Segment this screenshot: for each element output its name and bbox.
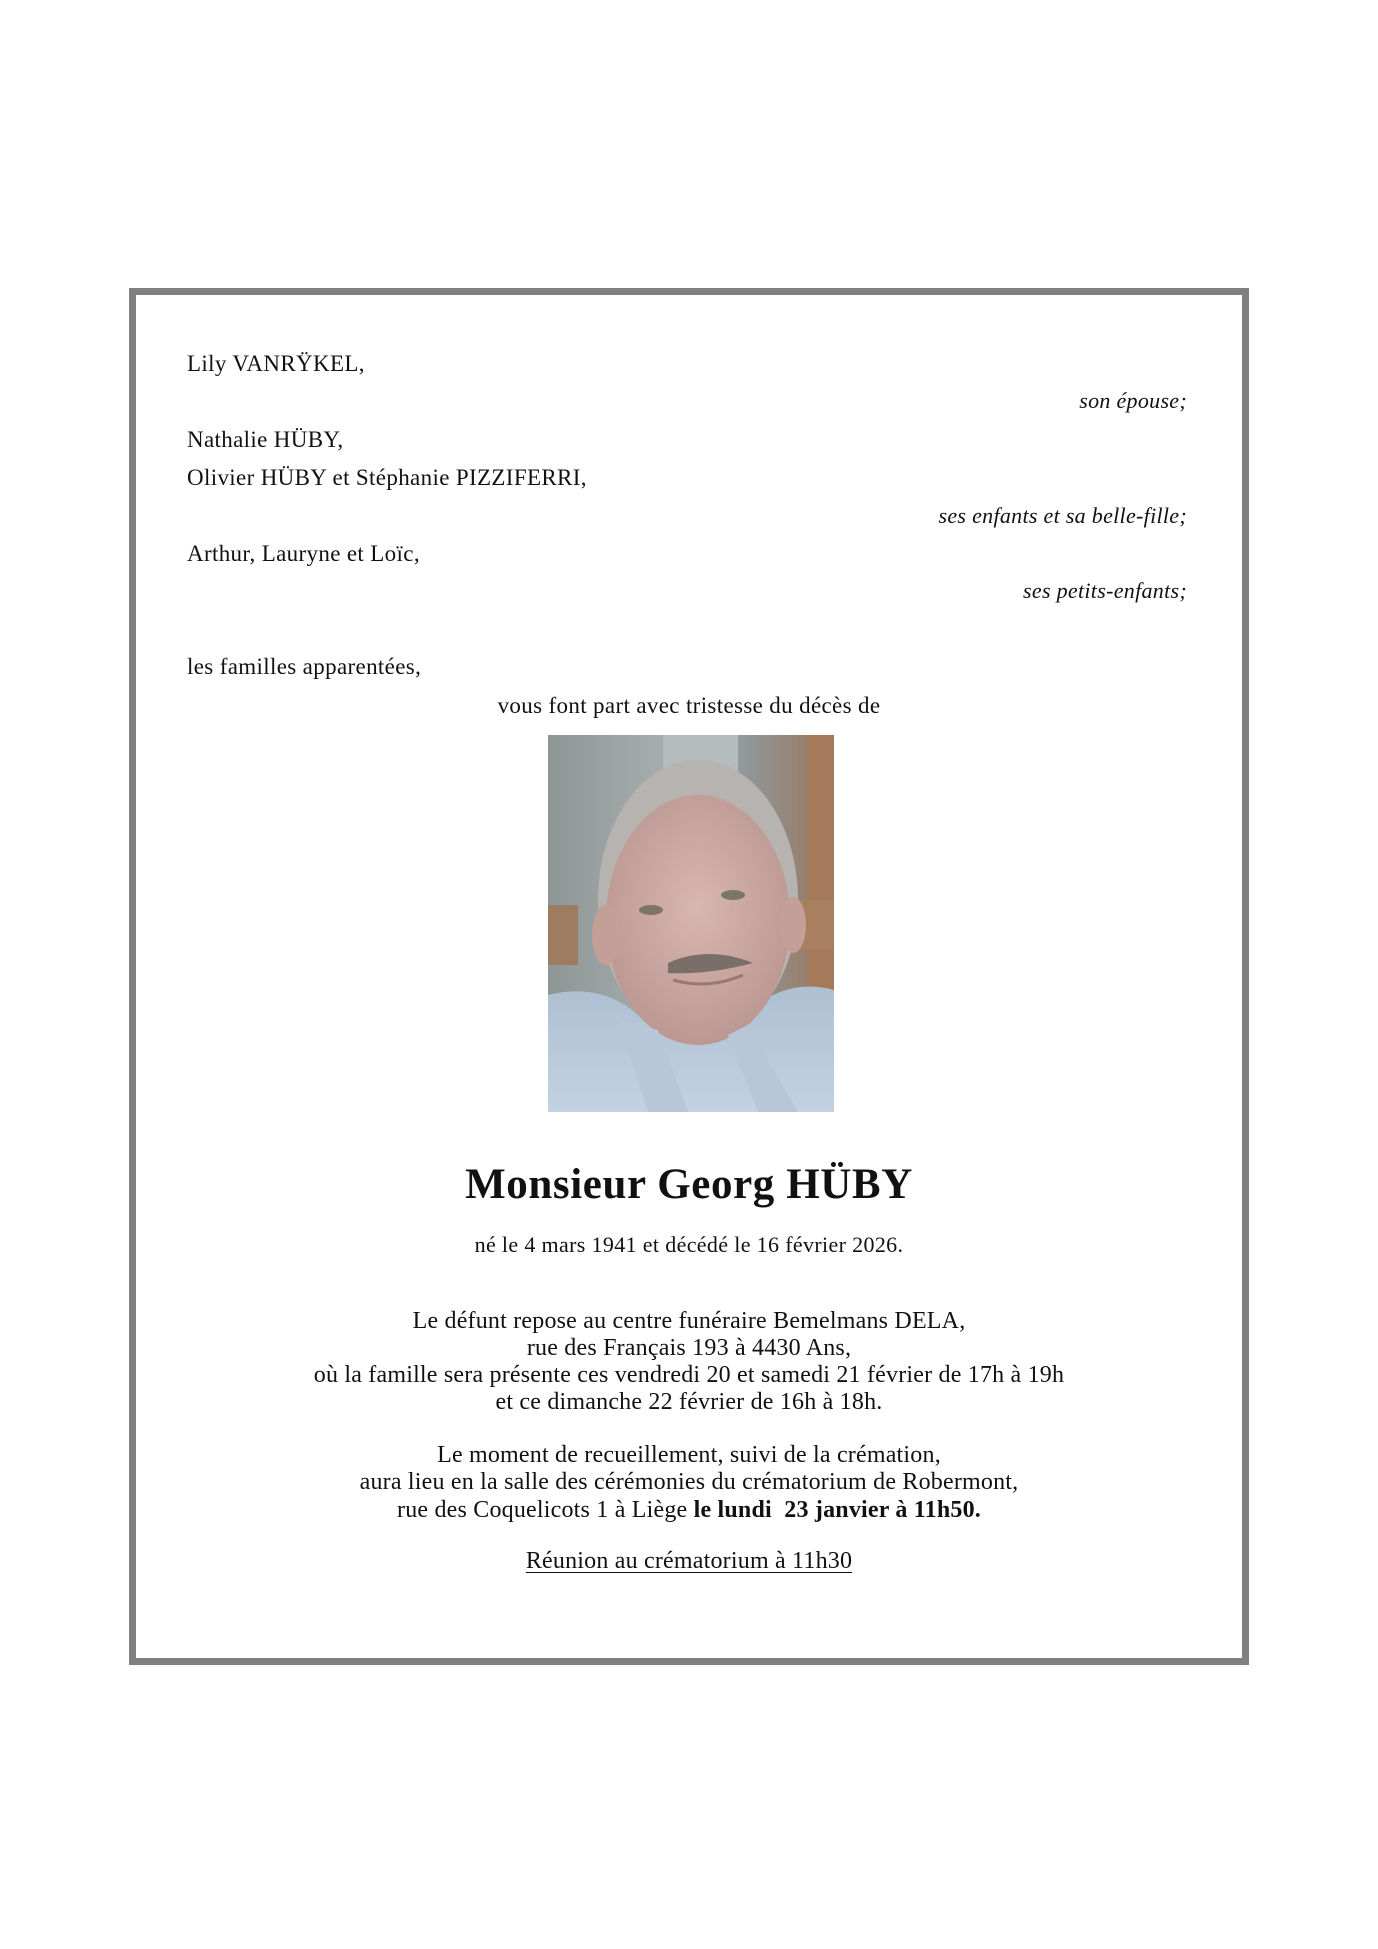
birth-death-dates: né le 4 mars 1941 et décédé le 16 février 2026. bbox=[474, 1232, 904, 1257]
ceremony-line: Le moment de recueillement, suivi de la crémation, bbox=[437, 1442, 941, 1468]
grandchildren-relation: ses petits-enfants; bbox=[1023, 578, 1187, 603]
meeting-line bbox=[129, 1549, 1249, 1573]
ceremony-address: rue des Coquelicots 1 à Liège bbox=[397, 1497, 694, 1523]
grandchildren-names: Arthur, Lauryne et Loïc, bbox=[187, 541, 420, 566]
ceremony-datetime: le lundi 23 janvier à 11h50. bbox=[693, 1497, 981, 1523]
child-name: Nathalie HÜBY, bbox=[187, 427, 344, 452]
spouse-relation: son épouse; bbox=[1079, 388, 1187, 413]
relatives-line: les familles apparentées, bbox=[187, 654, 422, 679]
visitation-line: et ce dimanche 22 février de 16h à 18h. bbox=[495, 1389, 883, 1415]
portrait-photo bbox=[548, 735, 834, 1112]
children-relation: ses enfants et sa belle-fille; bbox=[938, 503, 1187, 528]
ceremony-line bbox=[129, 1498, 1249, 1522]
child-name: Olivier HÜBY et Stéphanie PIZZIFERRI, bbox=[187, 465, 587, 490]
spouse-name: Lily VANRŸKEL, bbox=[187, 351, 365, 376]
visitation-line: où la famille sera présente ces vendredi 20 et samedi 21 février de 17h à 19h bbox=[313, 1362, 1065, 1388]
ceremony-line: aura lieu en la salle des cérémonies du crématorium de Robermont, bbox=[359, 1469, 1019, 1495]
meeting-note: Réunion au crématorium à 11h30 bbox=[525, 1548, 853, 1574]
announcement-line: vous font part avec tristesse du décès de bbox=[497, 693, 881, 718]
deceased-name: Monsieur Georg HÜBY bbox=[465, 1161, 913, 1208]
visitation-line: Le défunt repose au centre funéraire Bemelmans DELA, bbox=[412, 1308, 966, 1334]
portrait-icon bbox=[548, 735, 834, 1112]
visitation-line: rue des Français 193 à 4430 Ans, bbox=[526, 1335, 852, 1361]
